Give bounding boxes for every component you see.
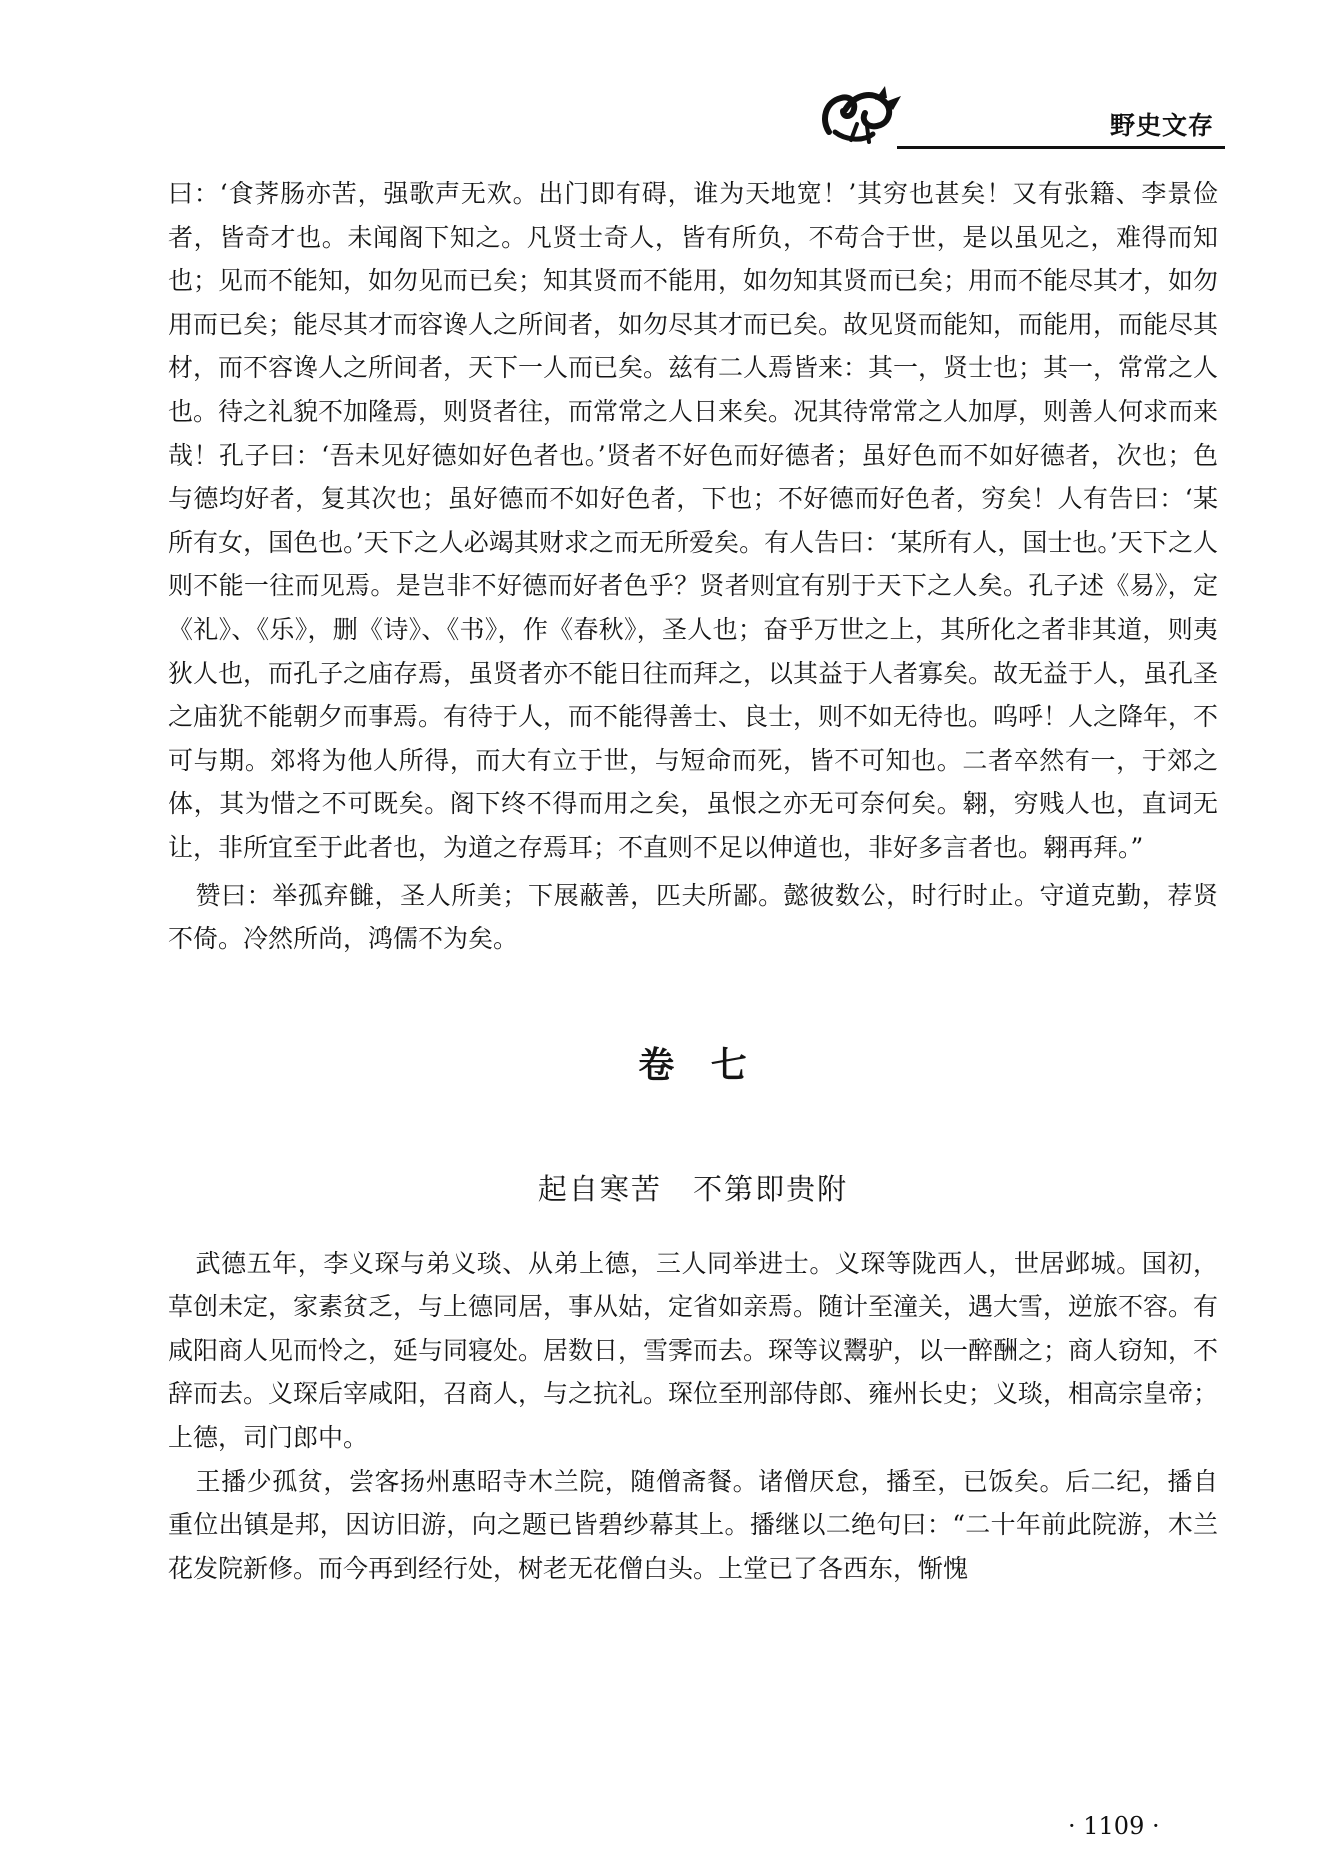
dragon-logo-icon [815, 80, 905, 148]
section-paragraph-2: 王播少孤贫，尝客扬州惠昭寺木兰院，随僧斋餐。诸僧厌怠，播至，已饭矣。后二纪，播自重位出镇是邦，因访旧游，向之题已皆碧纱幕其上。播继以二绝句曰：“二十年前此院游，木兰花发院新修。而今再到经行处，树老无花僧白头。上堂已了各西东，惭愧 [168, 1466, 1218, 1583]
section-title: 起自寒苦 不第即贵附 [537, 1171, 849, 1206]
section-paragraph-1: 武德五年，李义琛与弟义琰、从弟上德，三人同举进士。义琛等陇西人，世居邺城。国初，草创未定，家素贫乏，与上德同居，事从姑，定省如亲焉。随计至潼关，遇大雪，逆旅不容。有咸阳商人见而怜之，延与同寝处。居数日，雪霁而去。琛等议鬻驴，以一醉酬之；商人窃知，不辞而去。义琛后宰咸阳，召商人，与之抗礼。琛位至刑部侍郎、雍州长史；义琰，相高宗皇帝；上德，司门郎中。 [168, 1248, 1219, 1453]
chapter-title: 卷 七 [638, 1044, 748, 1086]
continued-paragraph: 曰：‘食荠肠亦苦，强歌声无欢。出门即有碍，谁为天地宽！’其穷也甚矣！又有张籍、李景俭者，皆奇才也。未闻阁下知之。凡贤士奇人，皆有所负，不苟合于世，是以虽见之，难得而知也；见而不能知，如勿见而已矣；知其贤而不能用，如勿知其贤而已矣；用而不能尽其才，如勿用而已矣；能尽其才而容谗人之所间者，如勿尽其才而已矣。故见贤而能知，而能用，而能尽其材，而不容谗人之所间者，天下一人而已矣。兹有二人焉皆来：其一，贤士也；其一，常常之人也。待之礼貌不加隆焉，则贤者往，而常常之人日来矣。况其待常常之人加厚，则善人何求而来哉！孔子曰：‘吾未见好德如好色者也。’贤者不好色而好德者；虽好色而不如好德者，次也；色与德均好者，复其次也；虽好德而不如好色者，下也；不好德而好色者，穷矣！人有告曰：‘某所有女，国色也。’天下之人必竭其财求之而无所爱矣。有人告曰：‘某所有人，国士也。’天下之人则不能一往而见焉。是岂非不好德而好者色乎？贤者则宜有别于天下之人矣。孔子述《易》，定《礼》、《乐》，删《诗》、《书》，作《春秋》，圣人也；奋乎万世之上，其所化之者非其道，则夷狄人也，而孔子之庙存焉，虽贤者亦不能日往而拜之，以其益于人者寡矣。故无益于人，虽孔圣之庙犹不能朝夕而事焉。有待于人，而不能得善士、良士，则不如无待也。呜呼！人之降年，不可与期。郊将为他人所得，而大有立于世，与短命而死，皆不可知也。二者卒然有一，于郊之体，其为惜之不可既矣。阁下终不得而用之矣，虽恨之亦无可奈何矣。翱，穷贱人也，直词无让，非所宜至于此者也，为道之存焉耳；不直则不足以伸道也，非好多言者也。翱再拜。” [168, 179, 1219, 862]
zan-paragraph: 赞曰：举孤弃雠，圣人所美；下展蔽善，匹夫所鄙。懿彼数公，时行时止。守道克勤，荐贤不倚。冷然所尚，鸿儒不为矣。 [168, 880, 1218, 954]
page-body [168, 172, 1218, 1590]
section-spacer [168, 1212, 1218, 1242]
header-rule [897, 146, 1225, 149]
series-title: 野史文存 [1110, 111, 1215, 140]
page-number: · 1109 · [1068, 1812, 1160, 1840]
page-header [815, 80, 1225, 150]
